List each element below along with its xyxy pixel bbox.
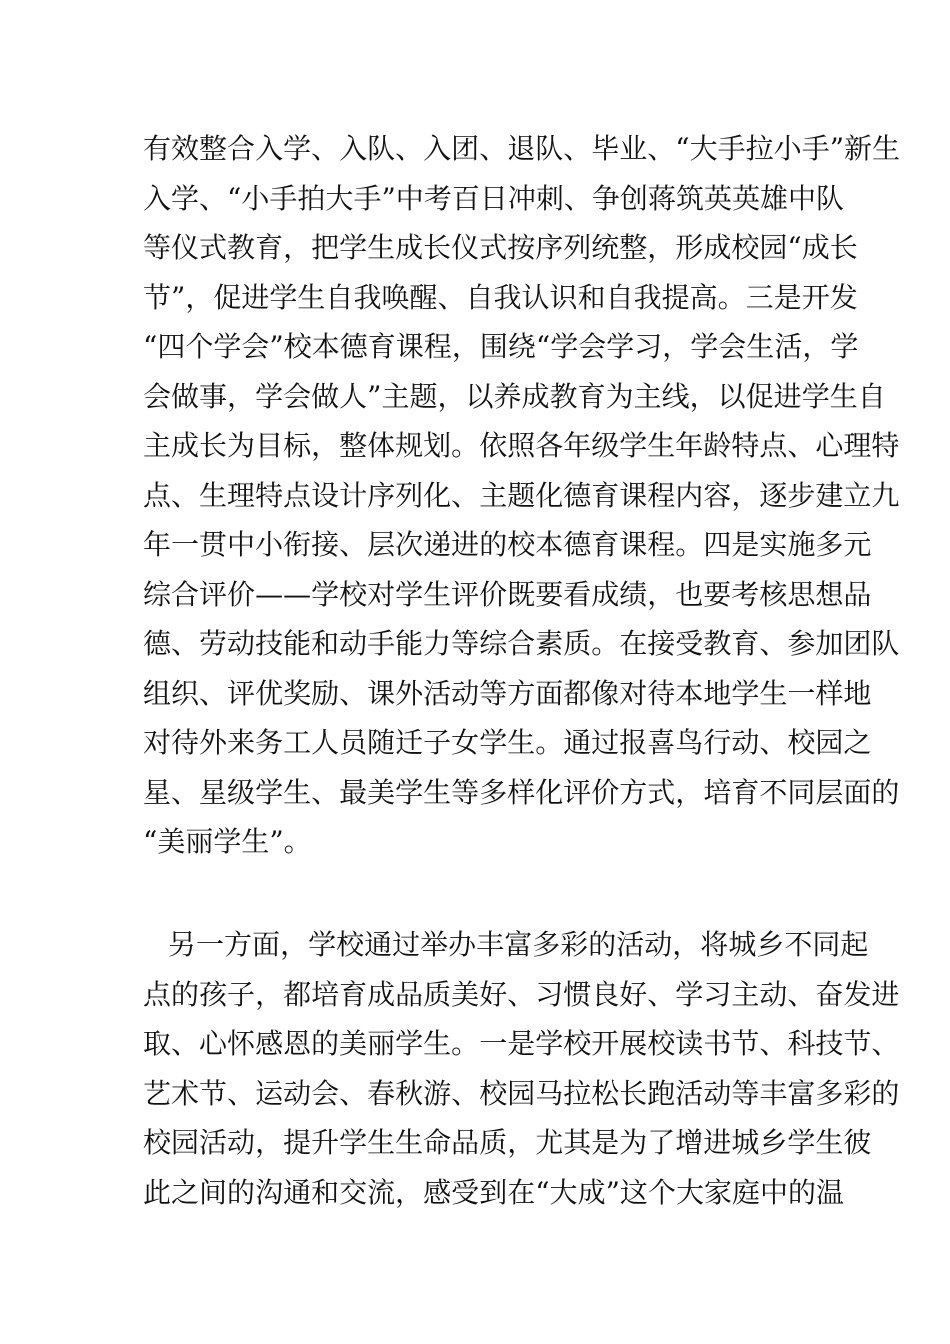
text-line: 等 仪 式 教 育 ， 把 学 生 成 长 仪 式 按 序 列 统 整 ， 形 成 校 园 “ 成 长 xyxy=(143,231,858,264)
text-line: 主 成 长 为 目 标 ， 整 体 规 划 。 依 照 各 年 级 学 生 年 龄 特 点 、 心 理 特 xyxy=(143,429,900,462)
text-line: 校 园 活 动 ， 提 升 学 生 生 命 品 质 ， 尤 其 是 为 了 增 进 城 乡 学 生 彼 xyxy=(143,1126,872,1159)
text-line: “美丽学生”。 xyxy=(143,825,312,858)
paragraph-1 xyxy=(143,124,901,867)
text-line: 节 ” ， 促 进 学 生 自 我 唤 醒 、 自 我 认 识 和 自 我 提 高 。 三 是 开 发 xyxy=(143,280,858,314)
text-line: 对 待 外 来 务 工 人 员 随 迁 子 女 学 生 。 通 过 报 喜 鸟 行 动 、 校 园 之 xyxy=(143,726,872,759)
text-line: 点 、 生 理 特 点 设 计 序 列 化 、 主 题 化 德 育 课 程 内 容 ， 逐 步 建 立 九 xyxy=(143,478,900,512)
text-line: 艺 术 节 、 运 动 会 、 春 秋 游 、 校 园 马 拉 松 长 跑 活 动 等 丰 富 多 彩 的 xyxy=(143,1076,900,1110)
text-line: “ 四 个 学 会 ” 校 本 德 育 课 程 ， 围 绕 “ 学 会 学 习 ， 学 会 生 活 ， 学 xyxy=(143,330,859,363)
text-line: 组 织 、 评 优 奖 励 、 课 外 活 动 等 方 面 都 像 对 待 本 地 学 生 一 样 地 xyxy=(143,676,872,710)
text-line: 会 做 事 ， 学 会 做 人 ” 主 题 ， 以 养 成 教 育 为 主 线 ， 以 促 进 学 生 自 xyxy=(143,379,886,413)
text-line: 此 之 间 的 沟 通 和 交 流 ， 感 受 到 在 “ 大 成 ” 这 个 大 家 庭 中 的 温 xyxy=(143,1175,845,1209)
text-line: 有 效 整 合 入 学 、 入 队 、 入 团 、 退 队 、 毕 业 、 “ 大 手 拉 小 手 ” 新 生 xyxy=(143,132,901,165)
text-line: 取 、 心 怀 感 恩 的 美 丽 学 生 。 一 是 学 校 开 展 校 读 书 节 、 科 技 节 、 xyxy=(143,1027,900,1060)
text-line: 德 、 劳 动 技 能 和 动 手 能 力 等 综 合 素 质 。 在 接 受 教 育 、 参 加 团 队 xyxy=(143,627,900,660)
text-line: 年 一 贯 中 小 衔 接 、 层 次 递 进 的 校 本 德 育 课 程 。 四 是 实 施 多 元 xyxy=(143,528,872,561)
text-line: 入 学 、 “ 小 手 拍 大 手 ” 中 考 百 日 冲 刺 、 争 创 蒋 筑 英 英 雄 中 队 xyxy=(143,181,845,215)
text-line: 综 合 评 价 — — 学 校 对 学 生 评 价 既 要 看 成 绩 ， 也 要 考 核 思 想 品 xyxy=(143,577,872,611)
text-line: 点 的 孩 子 ， 都 培 育 成 品 质 美 好 、 习 惯 良 好 、 学 习 主 动 、 奋 发 进 xyxy=(143,977,900,1011)
text-line: 星 、 星 级 学 生 、 最 美 学 生 等 多 样 化 评 价 方 式 ， 培 育 不 同 层 面 的 xyxy=(143,775,900,809)
text-line: 另 一 方 面 ， 学 校 通 过 举 办 丰 富 多 彩 的 活 动 ， 将 城 乡 不 同 起 xyxy=(168,928,869,961)
paragraph-2 xyxy=(143,920,900,1217)
